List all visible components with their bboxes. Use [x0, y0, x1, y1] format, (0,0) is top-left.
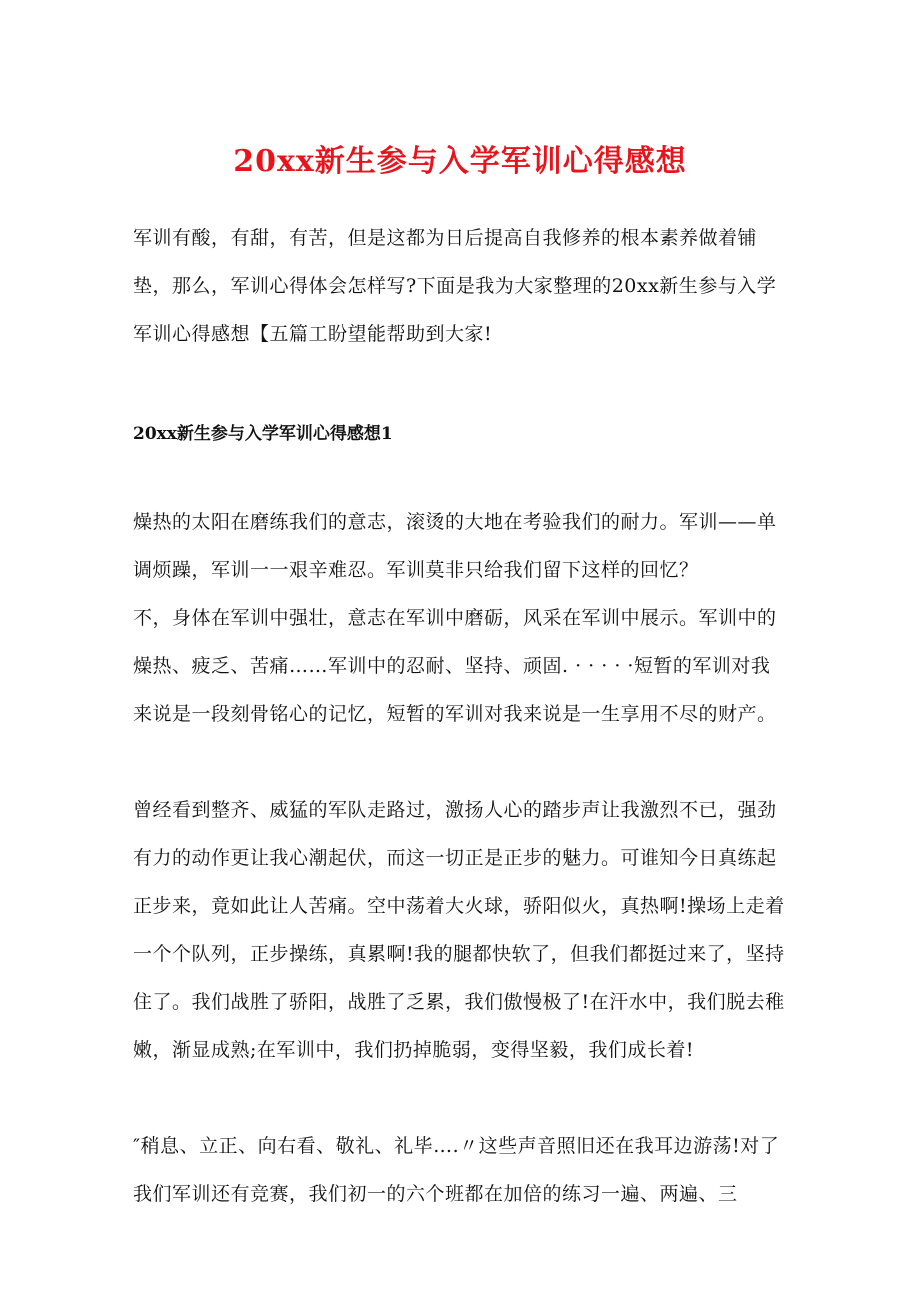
body-paragraph: 不，身体在军训中强壮，意志在军训中磨砺，风采在军训中展示。军训中的燥热、疲乏、苦痛……军训中的忍耐、坚持、顽固. · · · · ·短暂的军训对我来说是一段刻骨铭心的记忆，短暂的军训对我来说是一生享用不尽的财产。	[133, 607, 777, 725]
body-paragraph: 曾经看到整齐、威猛的军队走路过，激扬人心的踏步声让我激烈不已，强劲有力的动作更让我心潮起伏，而这一切正是正步的魅力。可谁知今日真练起正步来，竟如此让人苦痛。空中荡着大火球，骄阳似火，真热啊!操场上走着一个个队列，正步操练，真累啊!我的腿都快软了，但我们都挺过来了，坚持住了。我们战胜了骄阳，战胜了乏累，我们傲慢极了!在汗水中，我们脱去稚嫩，渐显成熟;在军训中，我们扔掉脆弱，变得坚毅，我们成长着!	[133, 799, 785, 1061]
document-title: 20xx新生参与入学军训心得感想	[233, 144, 687, 179]
body-paragraph: ″稍息、立正、向右看、敬礼、礼毕….〃这些声音照旧还在我耳边游荡!对了我们军训还有竞赛，我们初一的六个班都在加倍的练习一遍、两遍、三	[133, 1135, 780, 1205]
intro-paragraph: 军训有酸，有甜，有苦，但是这都为日后提高自我修养的根本素养做着铺垫，那么，军训心得体会怎样写?下面是我为大家整理的20xx新生参与入学军训心得感想【五篇工盼望能帮助到大家!	[133, 227, 777, 345]
body-paragraph: 燥热的太阳在磨练我们的意志，滚烫的大地在考验我们的耐力。军训——单调烦躁，军训一一艰辛难忍。军训莫非只给我们留下这样的回忆？	[133, 511, 777, 581]
section-heading: 20xx新生参与入学军训心得感想1	[133, 424, 393, 444]
